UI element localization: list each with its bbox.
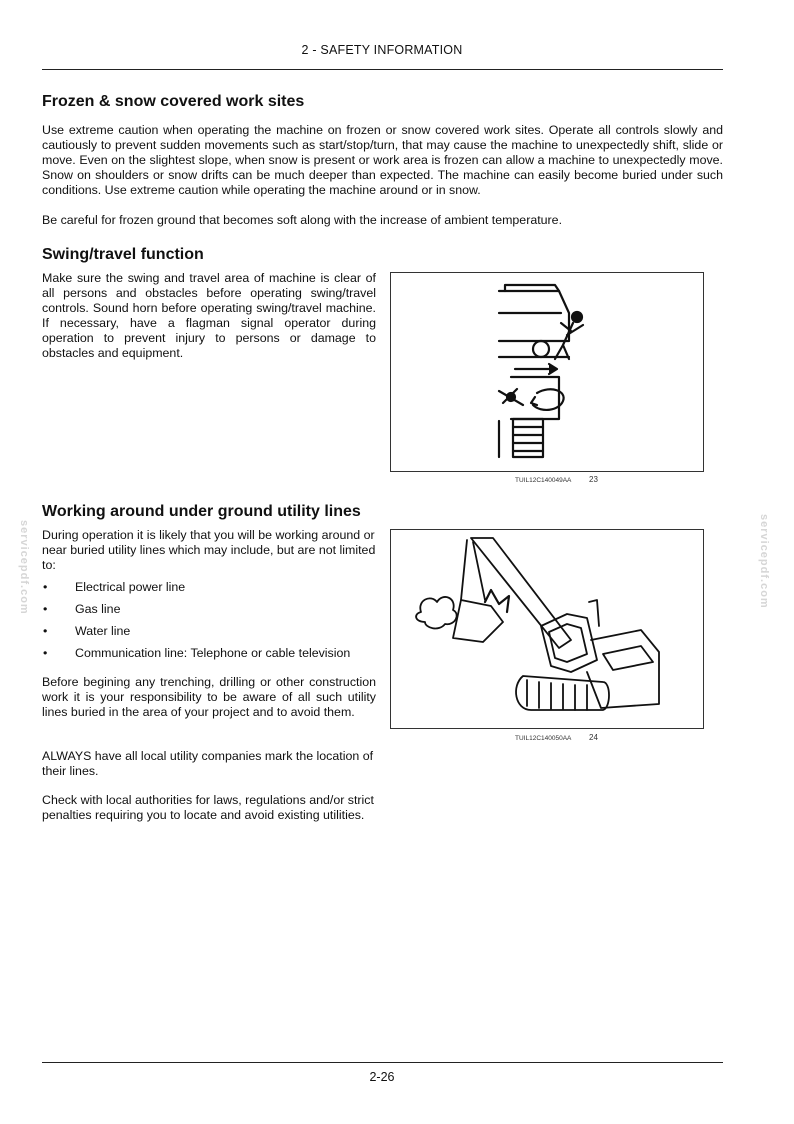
- section-heading-swing: Swing/travel function: [42, 246, 204, 263]
- watermark-right: servicepdf.com: [758, 514, 770, 609]
- page-number: 2-26: [369, 1070, 395, 1084]
- swing-travel-illustration: [391, 273, 703, 471]
- watermark-left: servicepdf.com: [18, 520, 30, 615]
- figure-23-code: TUIL12C140049AA: [515, 477, 572, 484]
- figure-23-frame: [390, 272, 704, 472]
- bullet-icon: •: [43, 580, 48, 594]
- section-heading-utility: Working around under ground utility lines: [42, 503, 361, 520]
- bullet-icon: •: [43, 624, 48, 638]
- bullet-icon: •: [43, 602, 48, 616]
- utility-line-list: [42, 580, 382, 668]
- header-title: 2 - SAFETY INFORMATION: [301, 43, 463, 57]
- frozen-paragraph-1: Use extreme caution when operating the machine on frozen or snow covered work sites. Operate all controls slowly and cautiously to prevent sudden movements such as start/stop/turn, that may cause the machine to unexpectedly shift, slide or move. Even on the slightest slope, when snow is present or work area is frozen can allow a machine to unexpectedly move. Snow on shoulders or snow drifts can be much deeper than expected. The machine can easily become buried under such conditions. Use extreme caution while operating the machine around or in snow.: [42, 123, 723, 197]
- utility-paragraph-3: Check with local authorities for laws, regulations and/or strict penalties requiring you to locate and avoid existing utilities.: [42, 793, 374, 822]
- header-rule: [42, 69, 723, 70]
- figure-24-code: TUIL12C140050AA: [515, 735, 572, 742]
- frozen-paragraph-2: Be careful for frozen ground that becomes soft along with the increase of ambient temperature.: [42, 213, 563, 227]
- section-heading-frozen: Frozen & snow covered work sites: [42, 93, 305, 110]
- figure-23-number: 23: [589, 475, 598, 484]
- utility-paragraph-1: Before begining any trenching, drilling or other construction work it is your responsibility to be aware of all such utility lines buried in the area of your project and to avoid them.: [42, 675, 376, 719]
- figure-24-number: 24: [589, 733, 598, 742]
- list-item: • Gas line: [43, 602, 121, 616]
- list-item: • Water line: [43, 624, 131, 638]
- list-item: • Communication line: Telephone or cable television: [43, 646, 351, 660]
- utility-paragraph-2: ALWAYS have all local utility companies mark the location of their lines.: [42, 749, 374, 778]
- bullet-icon: •: [43, 646, 48, 660]
- swing-paragraph: Make sure the swing and travel area of machine is clear of all persons and obstacles before operating swing/travel controls. Sound horn before operating swing/travel machine. If necessary, have a flagman signal operator during operation to prevent injury to persons or damage to obstacles and equipment.: [42, 271, 376, 360]
- list-item: • Electrical power line: [43, 580, 186, 594]
- utility-intro: During operation it is likely that you will be working around or near buried utility lines which may include, but are not limited to:: [42, 528, 376, 572]
- figure-24-frame: [390, 529, 704, 729]
- footer-rule: [42, 1062, 723, 1063]
- excavator-utility-illustration: [391, 530, 703, 728]
